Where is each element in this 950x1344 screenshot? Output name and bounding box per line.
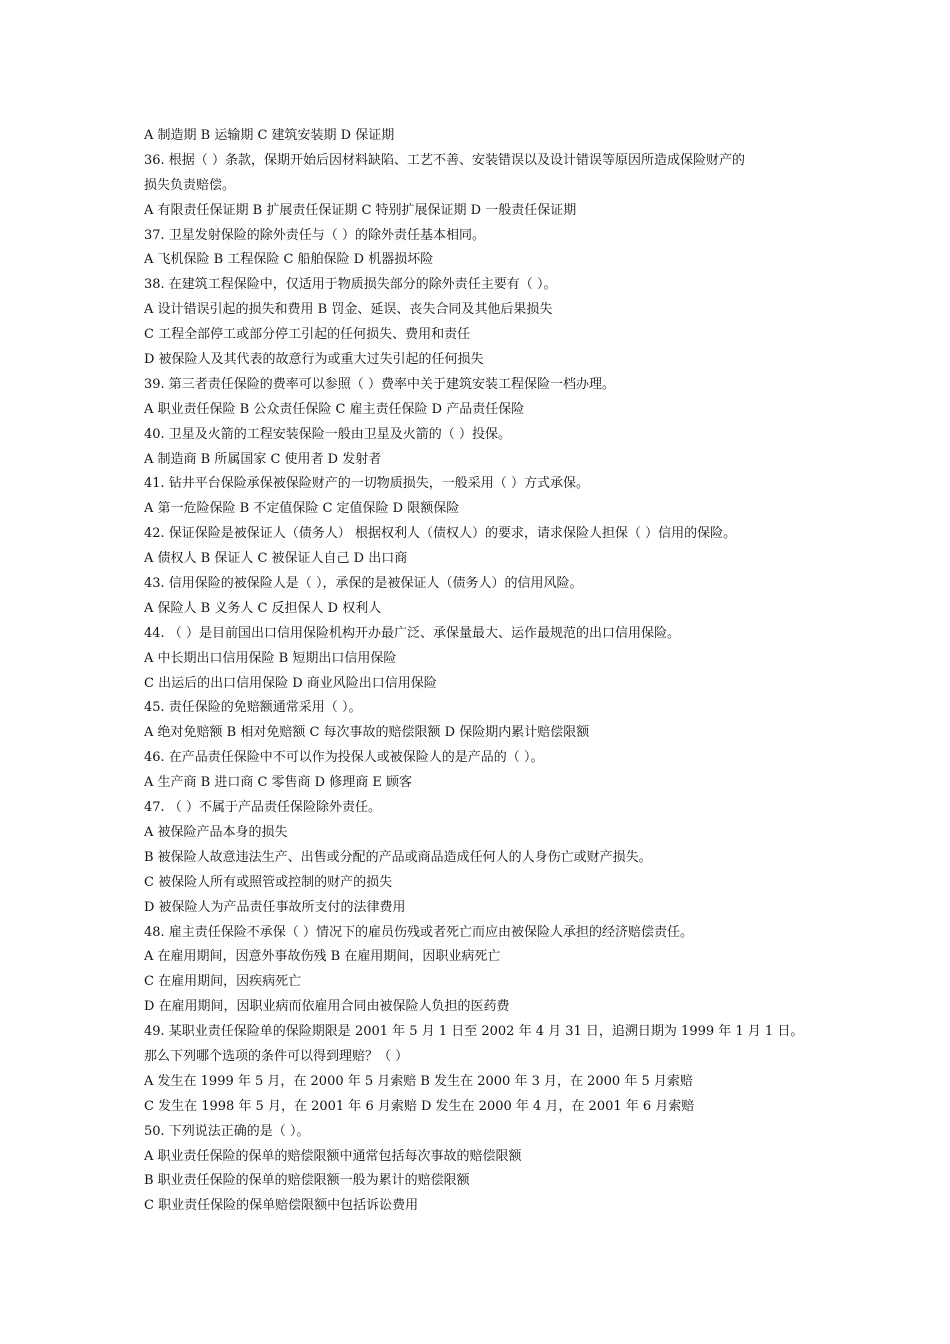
options-46: A 生产商 B 进口商 C 零售商 D 修理商 E 顾客 xyxy=(144,775,412,791)
options-40: A 制造商 B 所属国家 C 使用者 D 发射者 xyxy=(144,451,382,467)
options-39: A 职业责任保险 B 公众责任保险 C 雇主责任保险 D 产品责任保险 xyxy=(144,401,525,417)
question-49: 49. 某职业责任保险单的保险期限是 2001 年 5 月 1 日至 2002 年 4 月 31 日，追溯日期为 1999 年 1 月 1 日。 xyxy=(144,1024,804,1040)
option-line: D 被保险人为产品责任事故所支付的法律费用 xyxy=(144,899,406,915)
question-36: 36. 根据（ ）条款，保期开始后因材料缺陷、工艺不善、安装错误以及设计错误等原因所造成保险财产的 xyxy=(144,152,745,168)
question-48: 48. 雇主责任保险不承保（ ）情况下的雇员伤残或者死亡而应由被保险人承担的经济赔偿责任。 xyxy=(144,924,693,940)
question-44: 44. （ ）是目前国出口信用保险机构开办最广泛、承保量最大、运作最规范的出口信用保险。 xyxy=(144,625,680,641)
option-line: D 被保险人及其代表的故意行为或重大过失引起的任何损失 xyxy=(144,352,484,368)
text-line: A 制造期 B 运输期 C 建筑安装期 D 保证期 xyxy=(144,128,395,143)
text-line: 损失负责赔偿。 xyxy=(144,177,236,193)
question-37: 37. 卫星发射保险的除外责任与（ ）的除外责任基本相同。 xyxy=(144,227,485,243)
options-42: A 债权人 B 保证人 C 被保证人自己 D 出口商 xyxy=(144,551,408,567)
question-38: 38. 在建筑工程保险中，仅适用于物质损失部分的除外责任主要有（ ）。 xyxy=(144,277,557,293)
question-50: 50. 下列说法正确的是（ ）。 xyxy=(144,1123,310,1139)
option-line: C 出运后的出口信用保险 D 商业风险出口信用保险 xyxy=(144,675,437,691)
options-37: A 飞机保险 B 工程保险 C 船舶保险 D 机器损坏险 xyxy=(144,252,434,268)
option-line: C 工程全部停工或部分停工引起的任何损失、费用和责任 xyxy=(144,327,471,343)
option-line: A 设计错误引起的损失和费用 B 罚金、延误、丧失合同及其他后果损失 xyxy=(144,302,553,318)
option-line: C 职业责任保险的保单赔偿限额中包括诉讼费用 xyxy=(144,1198,419,1214)
option-line: B 职业责任保险的保单的赔偿限额一般为累计的赔偿限额 xyxy=(144,1173,470,1189)
text-line: 那么下列哪个选项的条件可以得到理赔？（ ） xyxy=(144,1048,409,1064)
question-39: 39. 第三者责任保险的费率可以参照（ ）费率中关于建筑安装工程保险一档办理。 xyxy=(144,376,615,392)
option-line: A 被保险产品本身的损失 xyxy=(144,824,288,840)
option-line: C 发生在 1998 年 5 月，在 2001 年 6 月索赔 D 发生在 2000 年 4 月，在 2001 年 6 月索赔 xyxy=(144,1098,695,1114)
question-46: 46. 在产品责任保险中不可以作为投保人或被保险人的是产品的（ ）。 xyxy=(144,750,544,766)
options-41: A 第一危险保险 B 不定值保险 C 定值保险 D 限额保险 xyxy=(144,501,460,517)
question-43: 43. 信用保险的被保险人是（ ），承保的是被保证人（债务人）的信用风险。 xyxy=(144,576,583,592)
options-45: A 绝对免赔额 B 相对免赔额 C 每次事故的赔偿限额 D 保险期内累计赔偿限额 xyxy=(144,725,590,741)
option-line: A 中长期出口信用保险 B 短期出口信用保险 xyxy=(144,650,397,666)
option-line: B 被保险人故意违法生产、出售或分配的产品或商品造成任何人的人身伤亡或财产损失。 xyxy=(144,849,652,865)
option-line: A 发生在 1999 年 5 月，在 2000 年 5 月索赔 B 发生在 2000 年 3 月，在 2000 年 5 月索赔 xyxy=(144,1073,693,1089)
document-page xyxy=(144,124,814,1219)
options-36: A 有限责任保证期 B 扩展责任保证期 C 特别扩展保证期 D 一般责任保证期 xyxy=(144,202,577,218)
options-43: A 保险人 B 义务人 C 反担保人 D 权利人 xyxy=(144,600,382,616)
question-41: 41. 钻井平台保险承保被保险财产的一切物质损失，一般采用（ ）方式承保。 xyxy=(144,476,589,492)
option-line: A 职业责任保险的保单的赔偿限额中通常包括每次事故的赔偿限额 xyxy=(144,1148,522,1164)
question-47: 47. （ ）不属于产品责任保险除外责任。 xyxy=(144,800,381,816)
option-line: A 在雇用期间，因意外事故伤残 B 在雇用期间，因职业病死亡 xyxy=(144,949,501,965)
option-line: C 在雇用期间，因疾病死亡 xyxy=(144,974,302,990)
question-45: 45. 责任保险的免赔额通常采用（ ）。 xyxy=(144,700,362,716)
option-line: C 被保险人所有或照管或控制的财产的损失 xyxy=(144,874,393,890)
option-line: D 在雇用期间，因职业病而依雇用合同由被保险人负担的医药费 xyxy=(144,999,510,1015)
question-42: 42. 保证保险是被保证人（债务人） 根据权利人（债权人）的要求，请求保险人担保（ ）信用的保险。 xyxy=(144,526,737,542)
question-40: 40. 卫星及火箭的工程安装保险一般由卫星及火箭的（ ）投保。 xyxy=(144,426,511,442)
